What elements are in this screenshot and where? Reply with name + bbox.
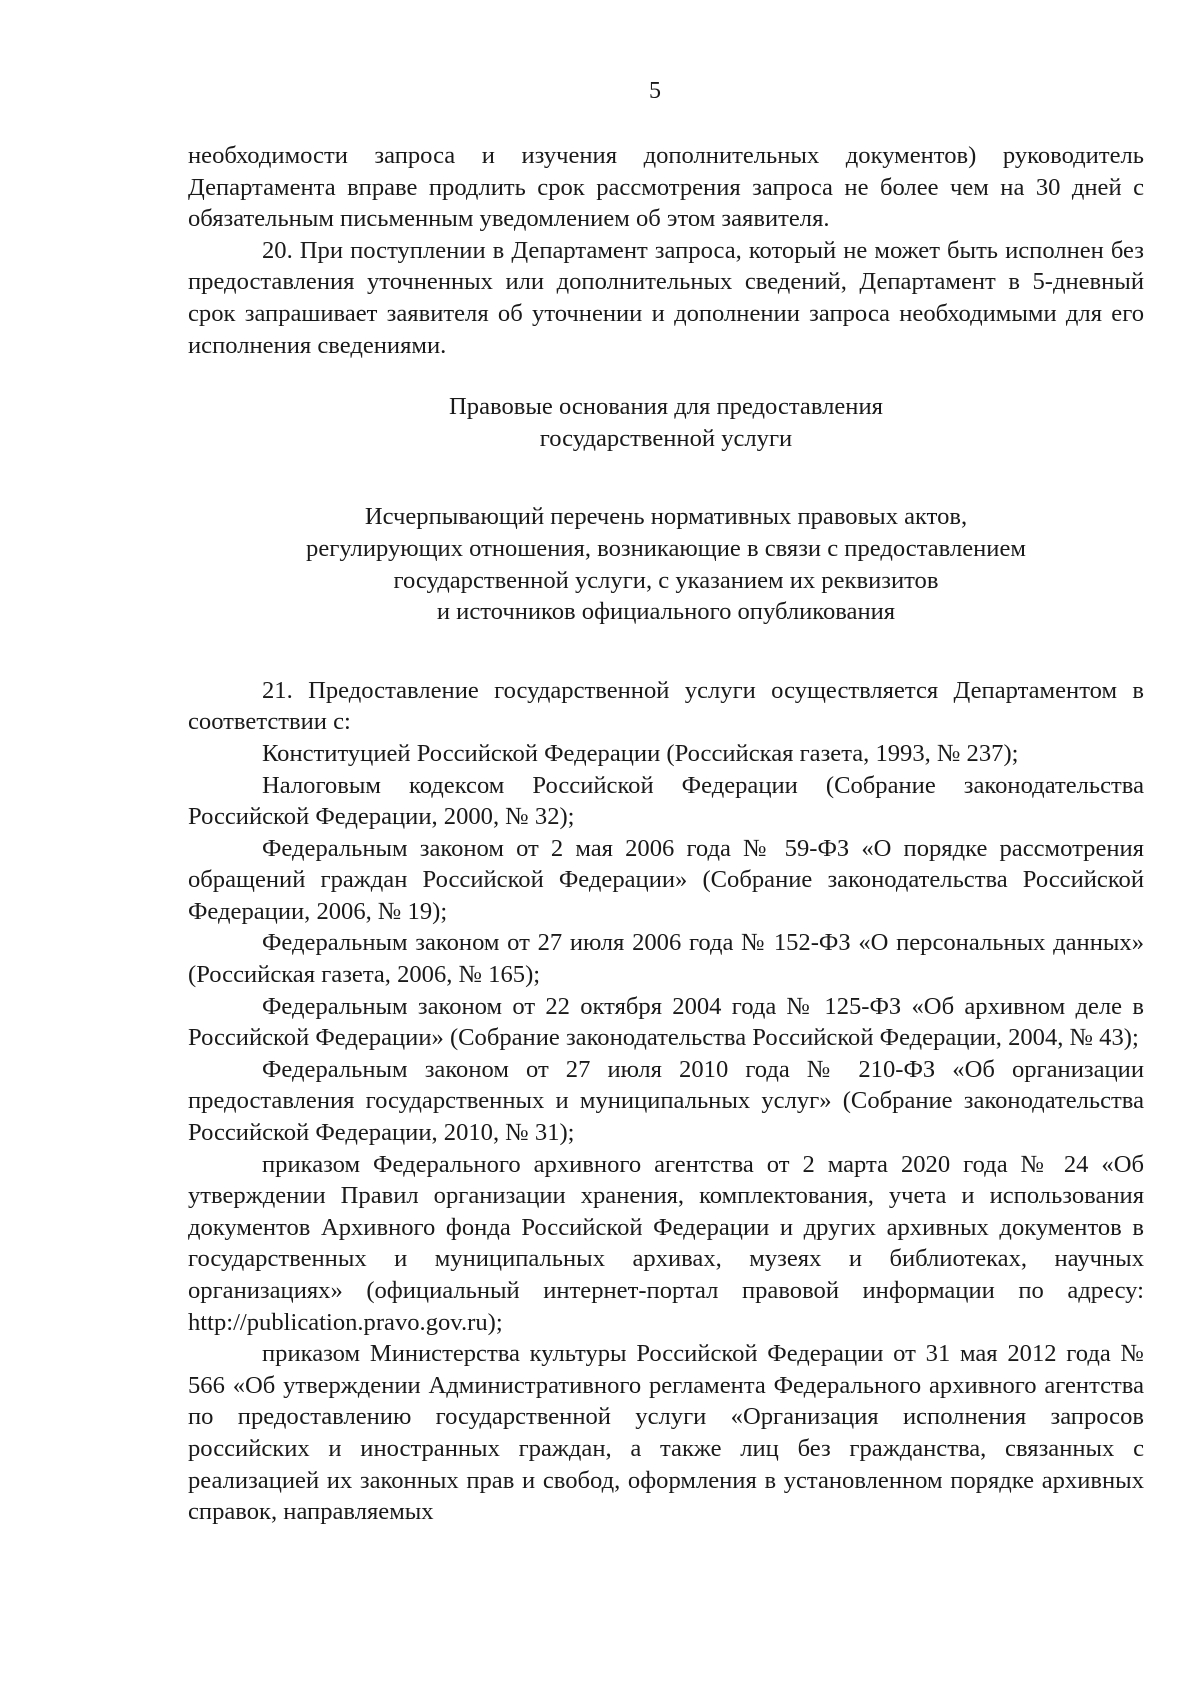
heading-line: и источников официального опубликования bbox=[436, 598, 896, 626]
legal-act-order-24: приказом Федерального архивного агентства от 2 марта 2020 года № 24 «Об утверждении Правил организации хранения, комплектования, учета и использования документов Архивного фонда Российской Федерации и других архивных документов в государственных и муниципальных архивах, музеях и библиотеках, научных организациях» (официальный интернет-портал правовой информации по адресу: http://publication.pravo.gov.ru); bbox=[188, 1150, 1144, 1336]
legal-act-59fz: Федеральным законом от 2 мая 2006 года № 59-ФЗ «О порядке рассмотрения обращений граждан Российской Федерации» (Собрание законодательства Российской Федерации, 2006, № 19); bbox=[188, 834, 1144, 925]
section-heading-legal-basis bbox=[188, 391, 1144, 454]
spacer bbox=[188, 454, 1144, 501]
document-body bbox=[188, 140, 1144, 1528]
legal-act-tax-code: Налоговым кодексом Российской Федерации (Собрание законодательства Российской Федерации, 2000, № 32); bbox=[188, 771, 1144, 831]
legal-act-constitution: Конституцией Российской Федерации (Российская газета, 1993, № 237); bbox=[262, 739, 1019, 767]
legal-act-152fz: Федеральным законом от 27 июля 2006 года № 152-ФЗ «О персональных данных» (Российская газета, 2006, № 165); bbox=[188, 929, 1144, 989]
heading-line: Правовые основания для предоставления bbox=[449, 393, 883, 421]
legal-act-order-566: приказом Министерства культуры Российской Федерации от 31 мая 2012 года № 566 «Об утверждении Административного регламента Федерального архивного агентства по предоставлению государственной услуги «Организация исполнения запросов российских и иностранных граждан, а также лиц без гражданства, связанных с реализацией их законных прав и свобод, оформления в установленном порядке архивных справок, направляемых bbox=[188, 1340, 1144, 1526]
paragraph-continuation: необходимости запроса и изучения дополнительных документов) руководитель Департамента вправе продлить срок рассмотрения запроса не более чем на 30 дней с обязательным письменным уведомлением об этом заявителя. bbox=[188, 142, 1144, 233]
legal-act-125fz: Федеральным законом от 22 октября 2004 года № 125-ФЗ «Об архивном деле в Российской Федерации» (Собрание законодательства Российской Федерации, 2004, № 43); bbox=[188, 992, 1144, 1052]
heading-line: государственной услуги bbox=[539, 424, 793, 452]
legal-act-210fz: Федеральным законом от 27 июля 2010 года № 210-ФЗ «Об организации предоставления государственных и муниципальных услуг» (Собрание законодательства Российской Федерации, 2010, № 31); bbox=[188, 1055, 1144, 1147]
spacer bbox=[188, 361, 1144, 391]
heading-line: государственной услуги, с указанием их реквизитов bbox=[393, 566, 939, 594]
paragraph-item-21: 21. Предоставление государственной услуги осуществляется Департаментом в соответствии с: bbox=[188, 676, 1144, 736]
paragraph-item-20: 20. При поступлении в Департамент запроса, который не может быть исполнен без предоставления уточненных или дополнительных сведений, Департамент в 5-дневный срок запрашивает заявителя об уточнении и дополнении запроса необходимыми для его исполнения сведениями. bbox=[188, 236, 1144, 359]
page-number: 5 bbox=[649, 78, 661, 104]
section-heading-legal-acts-list bbox=[188, 501, 1144, 627]
heading-line: Исчерпывающий перечень нормативных правовых актов, bbox=[364, 503, 968, 531]
heading-line: регулирующих отношения, возникающие в связи с предоставлением bbox=[306, 534, 1026, 562]
spacer bbox=[188, 628, 1144, 675]
